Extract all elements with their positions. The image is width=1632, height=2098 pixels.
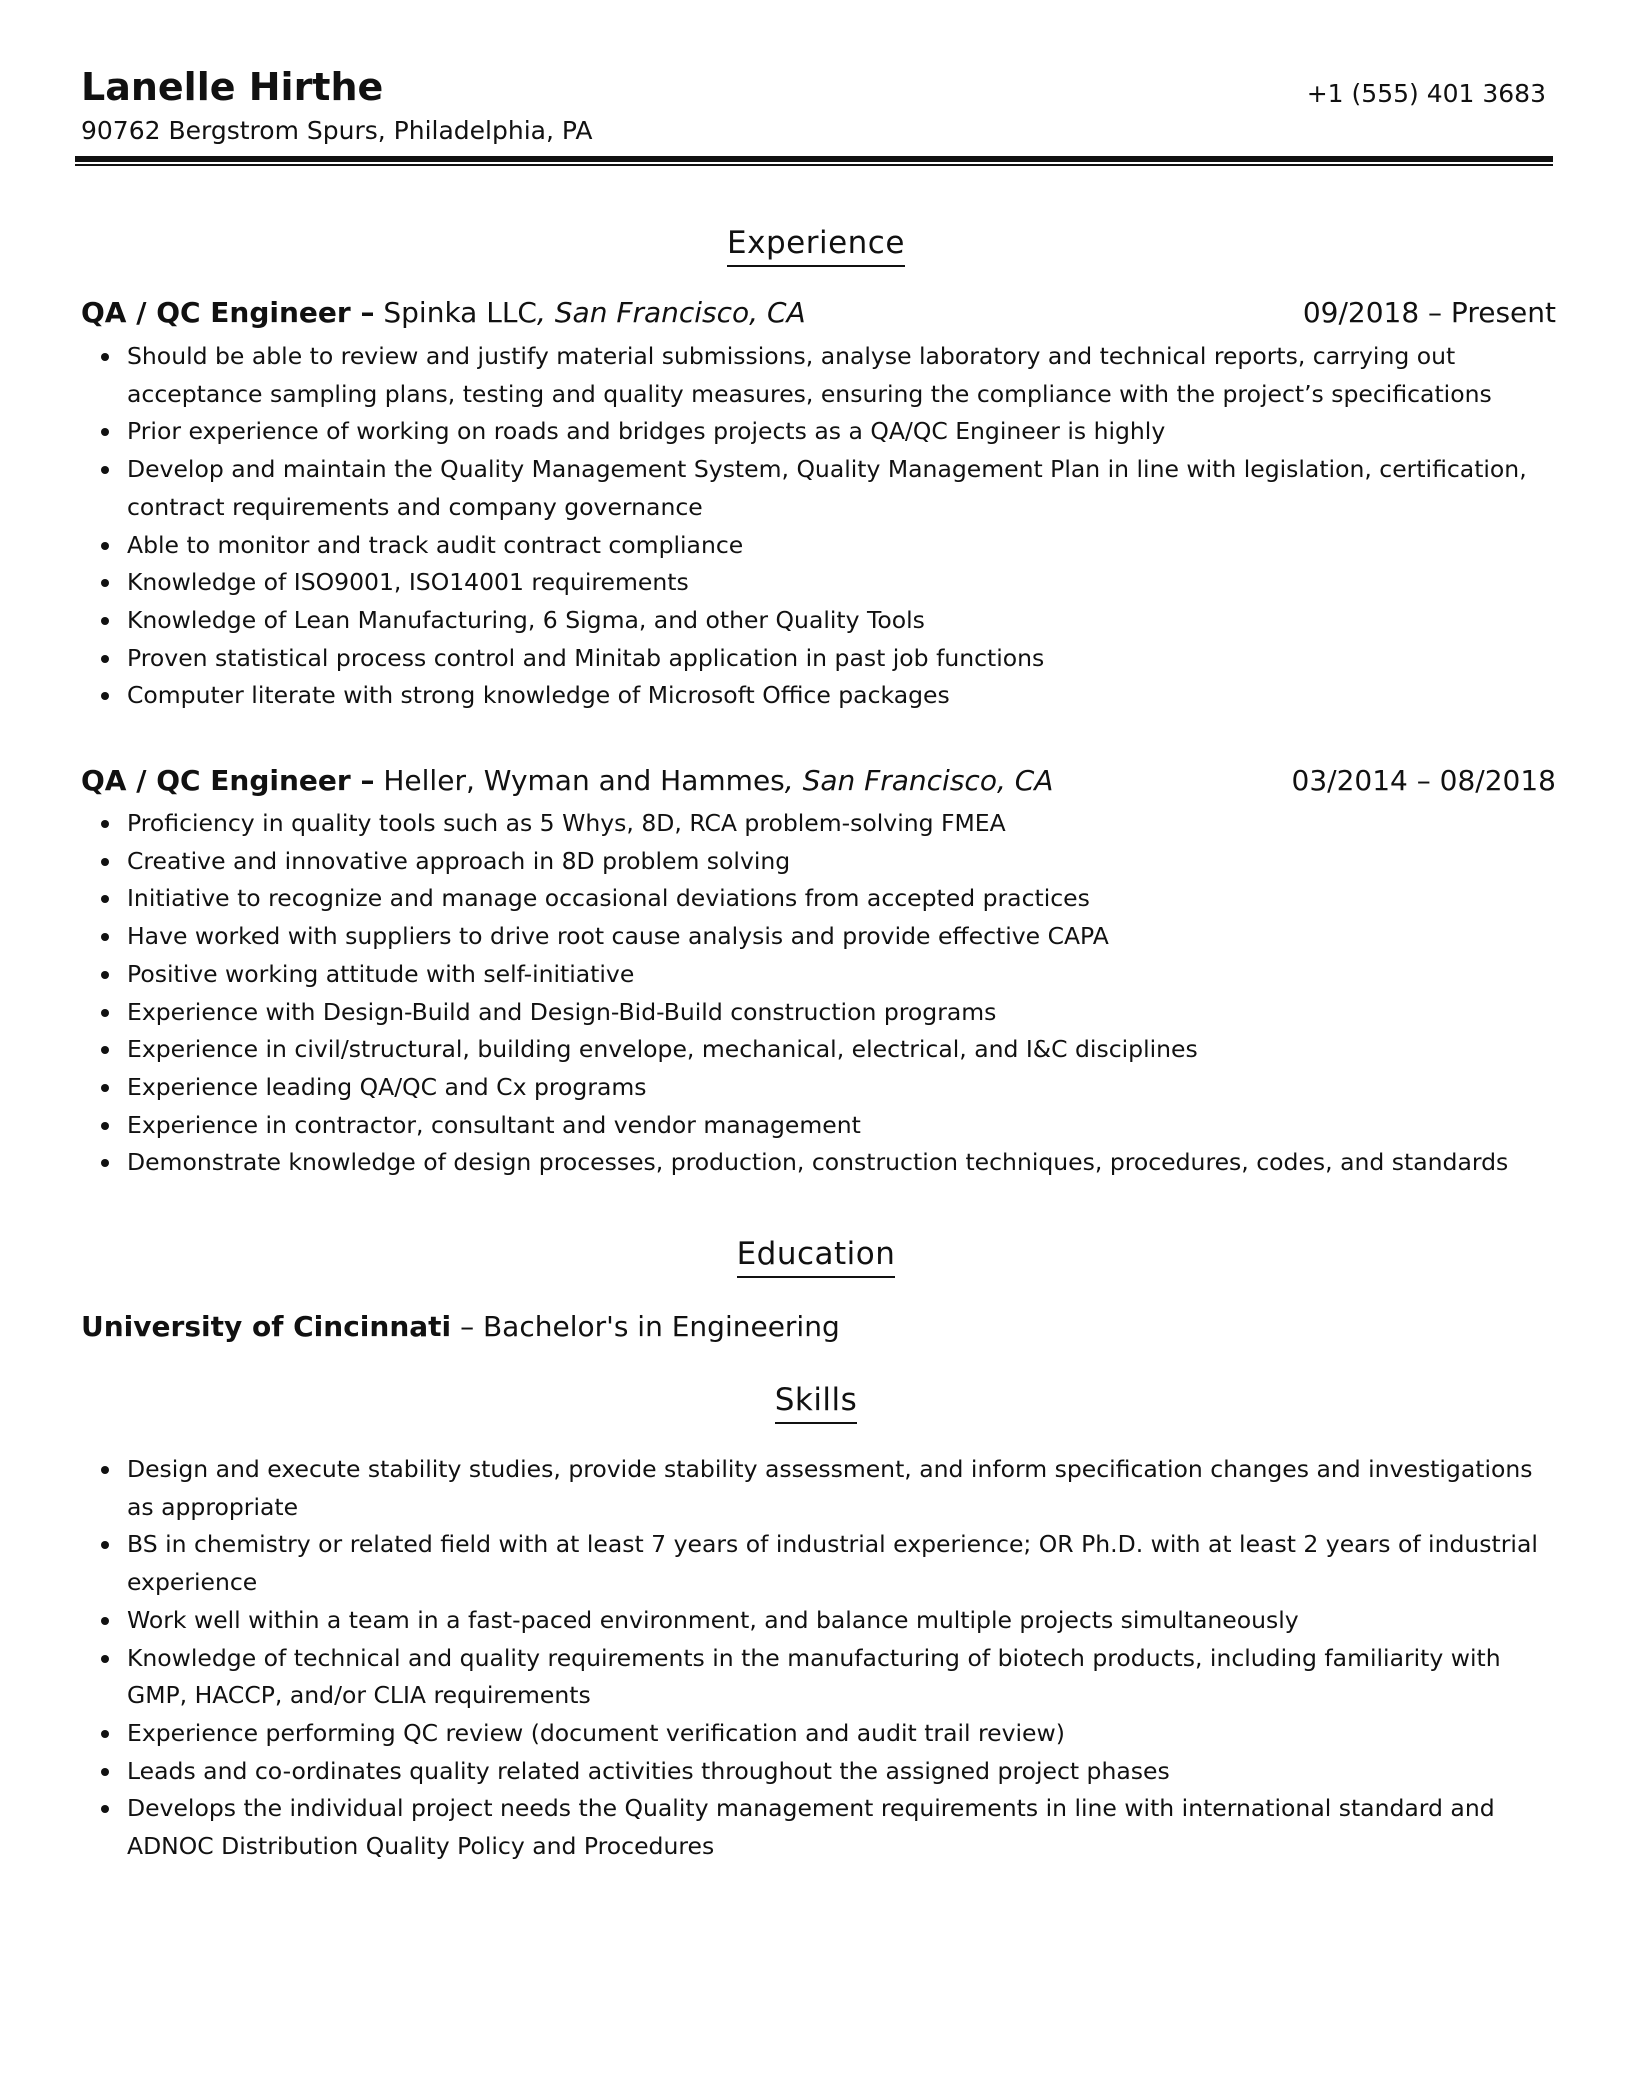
job-dates: 09/2018 – Present (1302, 296, 1556, 329)
list-item: Have worked with suppliers to drive root cause analysis and provide effective CAPA (81, 918, 1556, 956)
experience-heading: Experience (727, 223, 905, 267)
header-divider-thick (75, 156, 1553, 162)
list-item: Proven statistical process control and Minitab application in past job functions (81, 640, 1556, 678)
skills-heading: Skills (775, 1380, 858, 1424)
job-2-bullets (81, 805, 1556, 1182)
education-heading: Education (737, 1234, 896, 1278)
candidate-name: Lanelle Hirthe (81, 65, 384, 109)
list-item: Leads and co-ordinates quality related activities throughout the assigned project phases (81, 1753, 1556, 1791)
list-item: Work well within a team in a fast-paced environment, and balance multiple projects simultaneously (81, 1602, 1556, 1640)
list-item: Should be able to review and justify material submissions, analyse laboratory and technical reports, carrying out acceptance sampling plans, testing and quality measures, ensuring the compliance with the project’s specifications (81, 338, 1556, 413)
list-item: Develop and maintain the Quality Management System, Quality Management Plan in line with legislation, certification, contract requirements and company governance (81, 451, 1556, 526)
list-item: Knowledge of Lean Manufacturing, 6 Sigma, and other Quality Tools (81, 602, 1556, 640)
list-item: Prior experience of working on roads and bridges projects as a QA/QC Engineer is highly (81, 413, 1556, 451)
degree: – Bachelor's in Engineering (460, 1310, 840, 1343)
job-company: Spinka LLC (383, 296, 537, 329)
list-item: Experience performing QC review (document verification and audit trail review) (81, 1715, 1556, 1753)
education-entry (81, 1308, 840, 1346)
job-location: , San Francisco, CA (784, 764, 1054, 797)
job-1-bullets (81, 338, 1556, 715)
list-item: Able to monitor and track audit contract compliance (81, 527, 1556, 565)
job-location: , San Francisco, CA (536, 296, 806, 329)
job-header-2 (81, 762, 1556, 800)
job-title: QA / QC Engineer – (81, 764, 375, 797)
job-title: QA / QC Engineer – (81, 296, 375, 329)
list-item: Experience leading QA/QC and Cx programs (81, 1069, 1556, 1107)
candidate-address: 90762 Bergstrom Spurs, Philadelphia, PA (81, 116, 593, 145)
list-item: Knowledge of technical and quality requirements in the manufacturing of biotech products, including familiarity with GMP, HACCP, and/or CLIA requirements (81, 1640, 1556, 1715)
list-item: Design and execute stability studies, provide stability assessment, and inform specification changes and investigations as appropriate (81, 1451, 1556, 1526)
skills-bullets (81, 1451, 1556, 1866)
job-dates: 03/2014 – 08/2018 (1291, 764, 1556, 797)
list-item: Demonstrate knowledge of design processes, production, construction techniques, procedures, codes, and standards (81, 1144, 1556, 1182)
list-item: Experience in civil/structural, building envelope, mechanical, electrical, and I&C disciplines (81, 1031, 1556, 1069)
list-item: Computer literate with strong knowledge of Microsoft Office packages (81, 677, 1556, 715)
experience-section-title (0, 223, 1632, 267)
education-section-title (0, 1234, 1632, 1278)
candidate-phone: +1 (555) 401 3683 (1306, 79, 1546, 108)
job-company: Heller, Wyman and Hammes (383, 764, 785, 797)
list-item: Initiative to recognize and manage occasional deviations from accepted practices (81, 880, 1556, 918)
list-item: BS in chemistry or related field with at least 7 years of industrial experience; OR Ph.D. with at least 2 years of industrial experience (81, 1526, 1556, 1601)
header-divider-thin (75, 164, 1553, 166)
list-item: Creative and innovative approach in 8D problem solving (81, 843, 1556, 881)
skills-section-title (0, 1380, 1632, 1424)
list-item: Develops the individual project needs the Quality management requirements in line with international standard and ADNOC Distribution Quality Policy and Procedures (81, 1790, 1556, 1865)
list-item: Experience in contractor, consultant and vendor management (81, 1107, 1556, 1145)
list-item: Knowledge of ISO9001, ISO14001 requirements (81, 564, 1556, 602)
list-item: Positive working attitude with self-initiative (81, 956, 1556, 994)
list-item: Proficiency in quality tools such as 5 Whys, 8D, RCA problem-solving FMEA (81, 805, 1556, 843)
list-item: Experience with Design-Build and Design-Bid-Build construction programs (81, 994, 1556, 1032)
school-name: University of Cincinnati (81, 1310, 452, 1343)
job-header-1 (81, 294, 1556, 332)
